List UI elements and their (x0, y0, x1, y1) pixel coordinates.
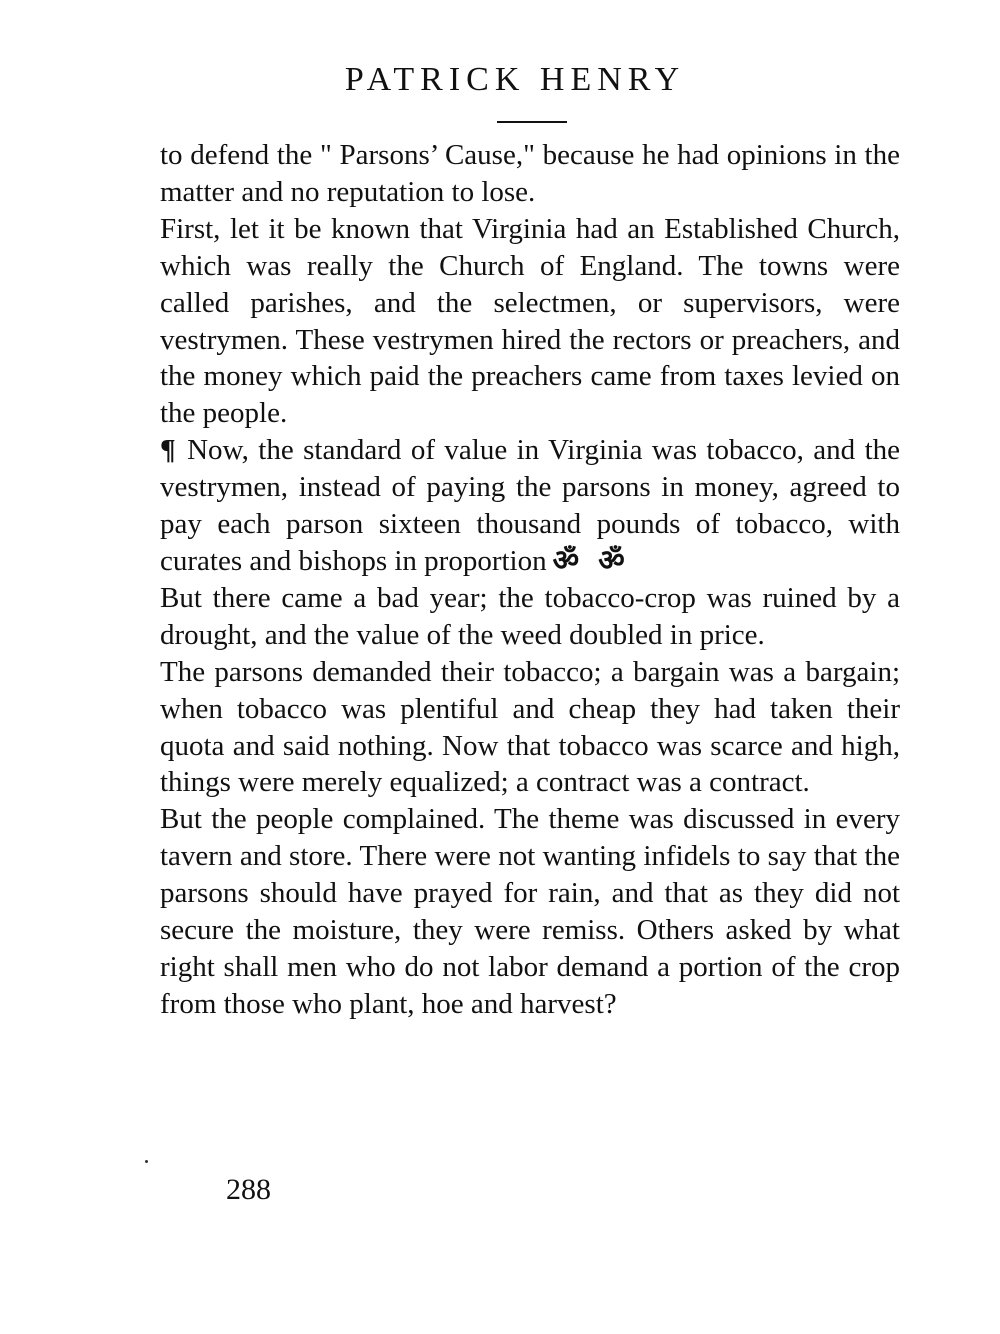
paragraph-text: Now, the standard of value in Virginia was tobacco, and the vestrymen, instead of paying the parsons in money, agreed to pay each parson sixteen thousand pounds of tobacco, with curates and bishops in proportion (160, 434, 900, 577)
paragraph: First, let it be known that Virginia had an Established Church, which was really the Church of England. The towns were called parishes, and the selectmen, or supervisors, were vestrymen. These vestrymen hired the rectors or preachers, and the money which paid the preachers came from taxes levied on the people. (160, 212, 900, 430)
paragraph (160, 432, 900, 580)
title-rule (497, 121, 567, 123)
paragraph: But the people complained. The theme was discussed in every tavern and store. There were not wanting infidels to say that the parsons should have prayed for rain, and that as they did not secure the moisture, they were remiss. Others asked by what right shall men who do not labor demand a portion of the crop from those who plant, hoe and harvest? (160, 803, 900, 1020)
paragraph: But there came a bad year; the tobacco-crop was ruined by a drought, and the value of the weed doubled in price. (160, 581, 900, 651)
ink-speck (145, 1160, 148, 1163)
fleuron-ornament: ॐ ॐ (552, 544, 631, 577)
pilcrow-icon: ¶ (160, 434, 176, 467)
page-number: 288 (226, 1173, 271, 1206)
running-title: PATRICK HENRY (344, 61, 686, 98)
paragraph: The parsons demanded their tobacco; a bargain was a bargain; when tobacco was plentiful and cheap they had taken their quota and said nothing. Now that tobacco was scarce and high, things were merely equalized; a contract was a contract. (160, 655, 900, 799)
paragraph: to defend the " Parsons’ Cause," because he had opinions in the matter and no reputation to lose. (160, 139, 900, 208)
body-text (160, 137, 900, 1023)
